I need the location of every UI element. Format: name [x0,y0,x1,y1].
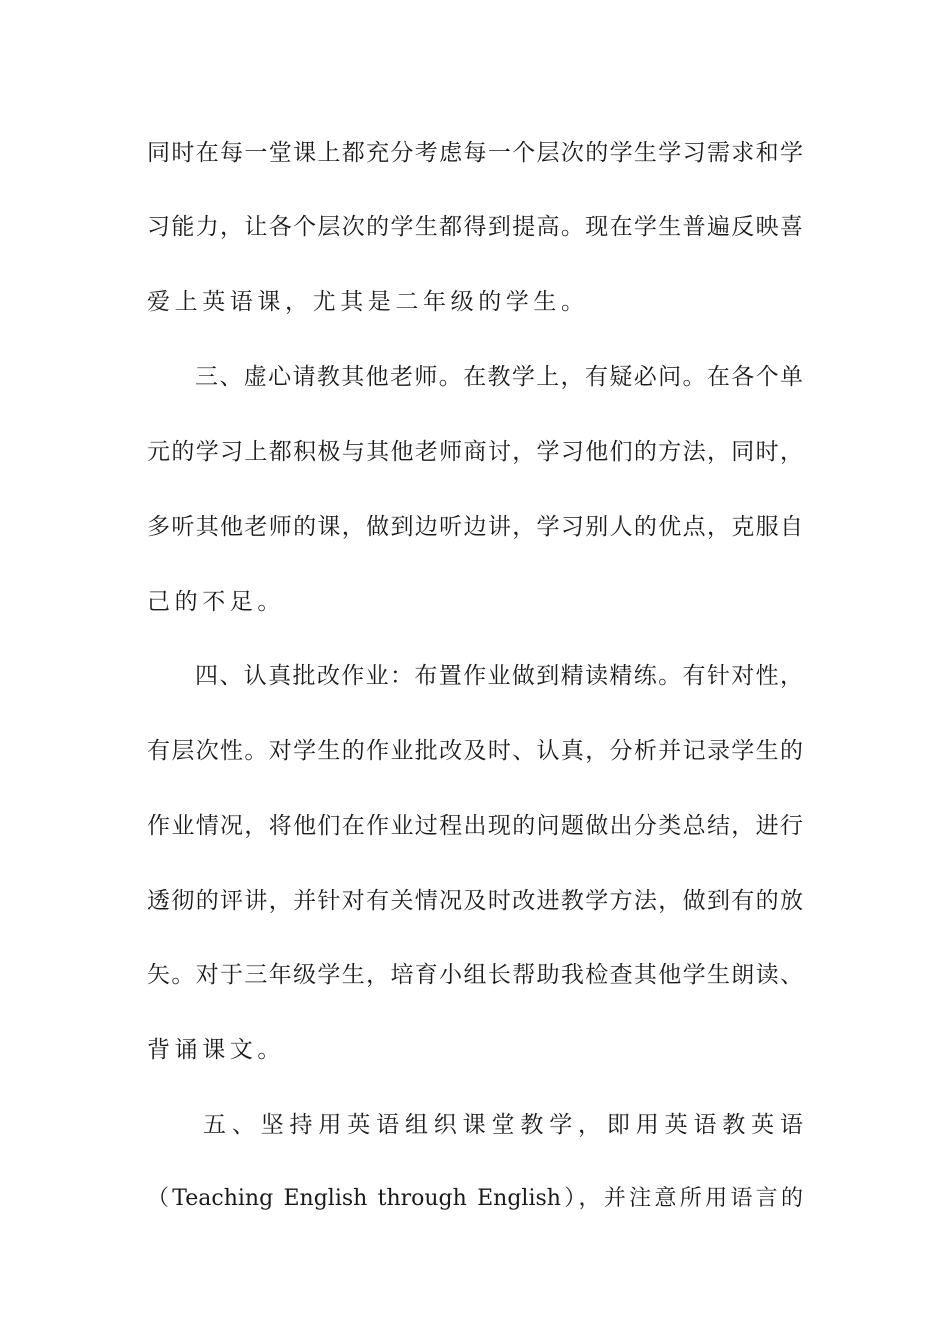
text-line: 爱上英语课，尤其是二年级的学生。 [147,289,589,315]
text-line: 背诵课文。 [147,1037,285,1063]
text-line: 同时在每一堂课上都充分考虑每一个层次的学生学习需求和学 [147,140,803,166]
text-line: （Teaching English through English），并注意所用语言的 [147,1186,803,1211]
paragraph-heading-line: 五、坚持用英语组织课堂教学，即用英语教英语 [203,1112,803,1138]
text-line: 己的不足。 [147,589,285,615]
text-line: 矢。对于三年级学生，培育小组长帮助我检查其他学生朗读、 [147,962,803,988]
text-line: 作业情况，将他们在作业过程出现的问题做出分类总结，进行 [147,813,803,839]
paragraph-heading-line: 三、虚心请教其他老师。在教学上，有疑必问。在各个单 [195,364,803,390]
text-line: 有层次性。对学生的作业批改及时、认真，分析并记录学生的 [147,738,803,764]
paragraph-heading-line: 四、认真批改作业：布置作业做到精读精练。有针对性， [195,663,803,689]
text-line: 习能力，让各个层次的学生都得到提高。现在学生普遍反映喜 [147,214,803,240]
text-line: 多听其他老师的课，做到边听边讲，学习别人的优点，克服自 [147,514,803,540]
text-line: 元的学习上都积极与其他老师商讨，学习他们的方法，同时， [147,439,803,465]
text-line: 透彻的评讲，并针对有关情况及时改进教学方法，做到有的放 [147,888,803,914]
